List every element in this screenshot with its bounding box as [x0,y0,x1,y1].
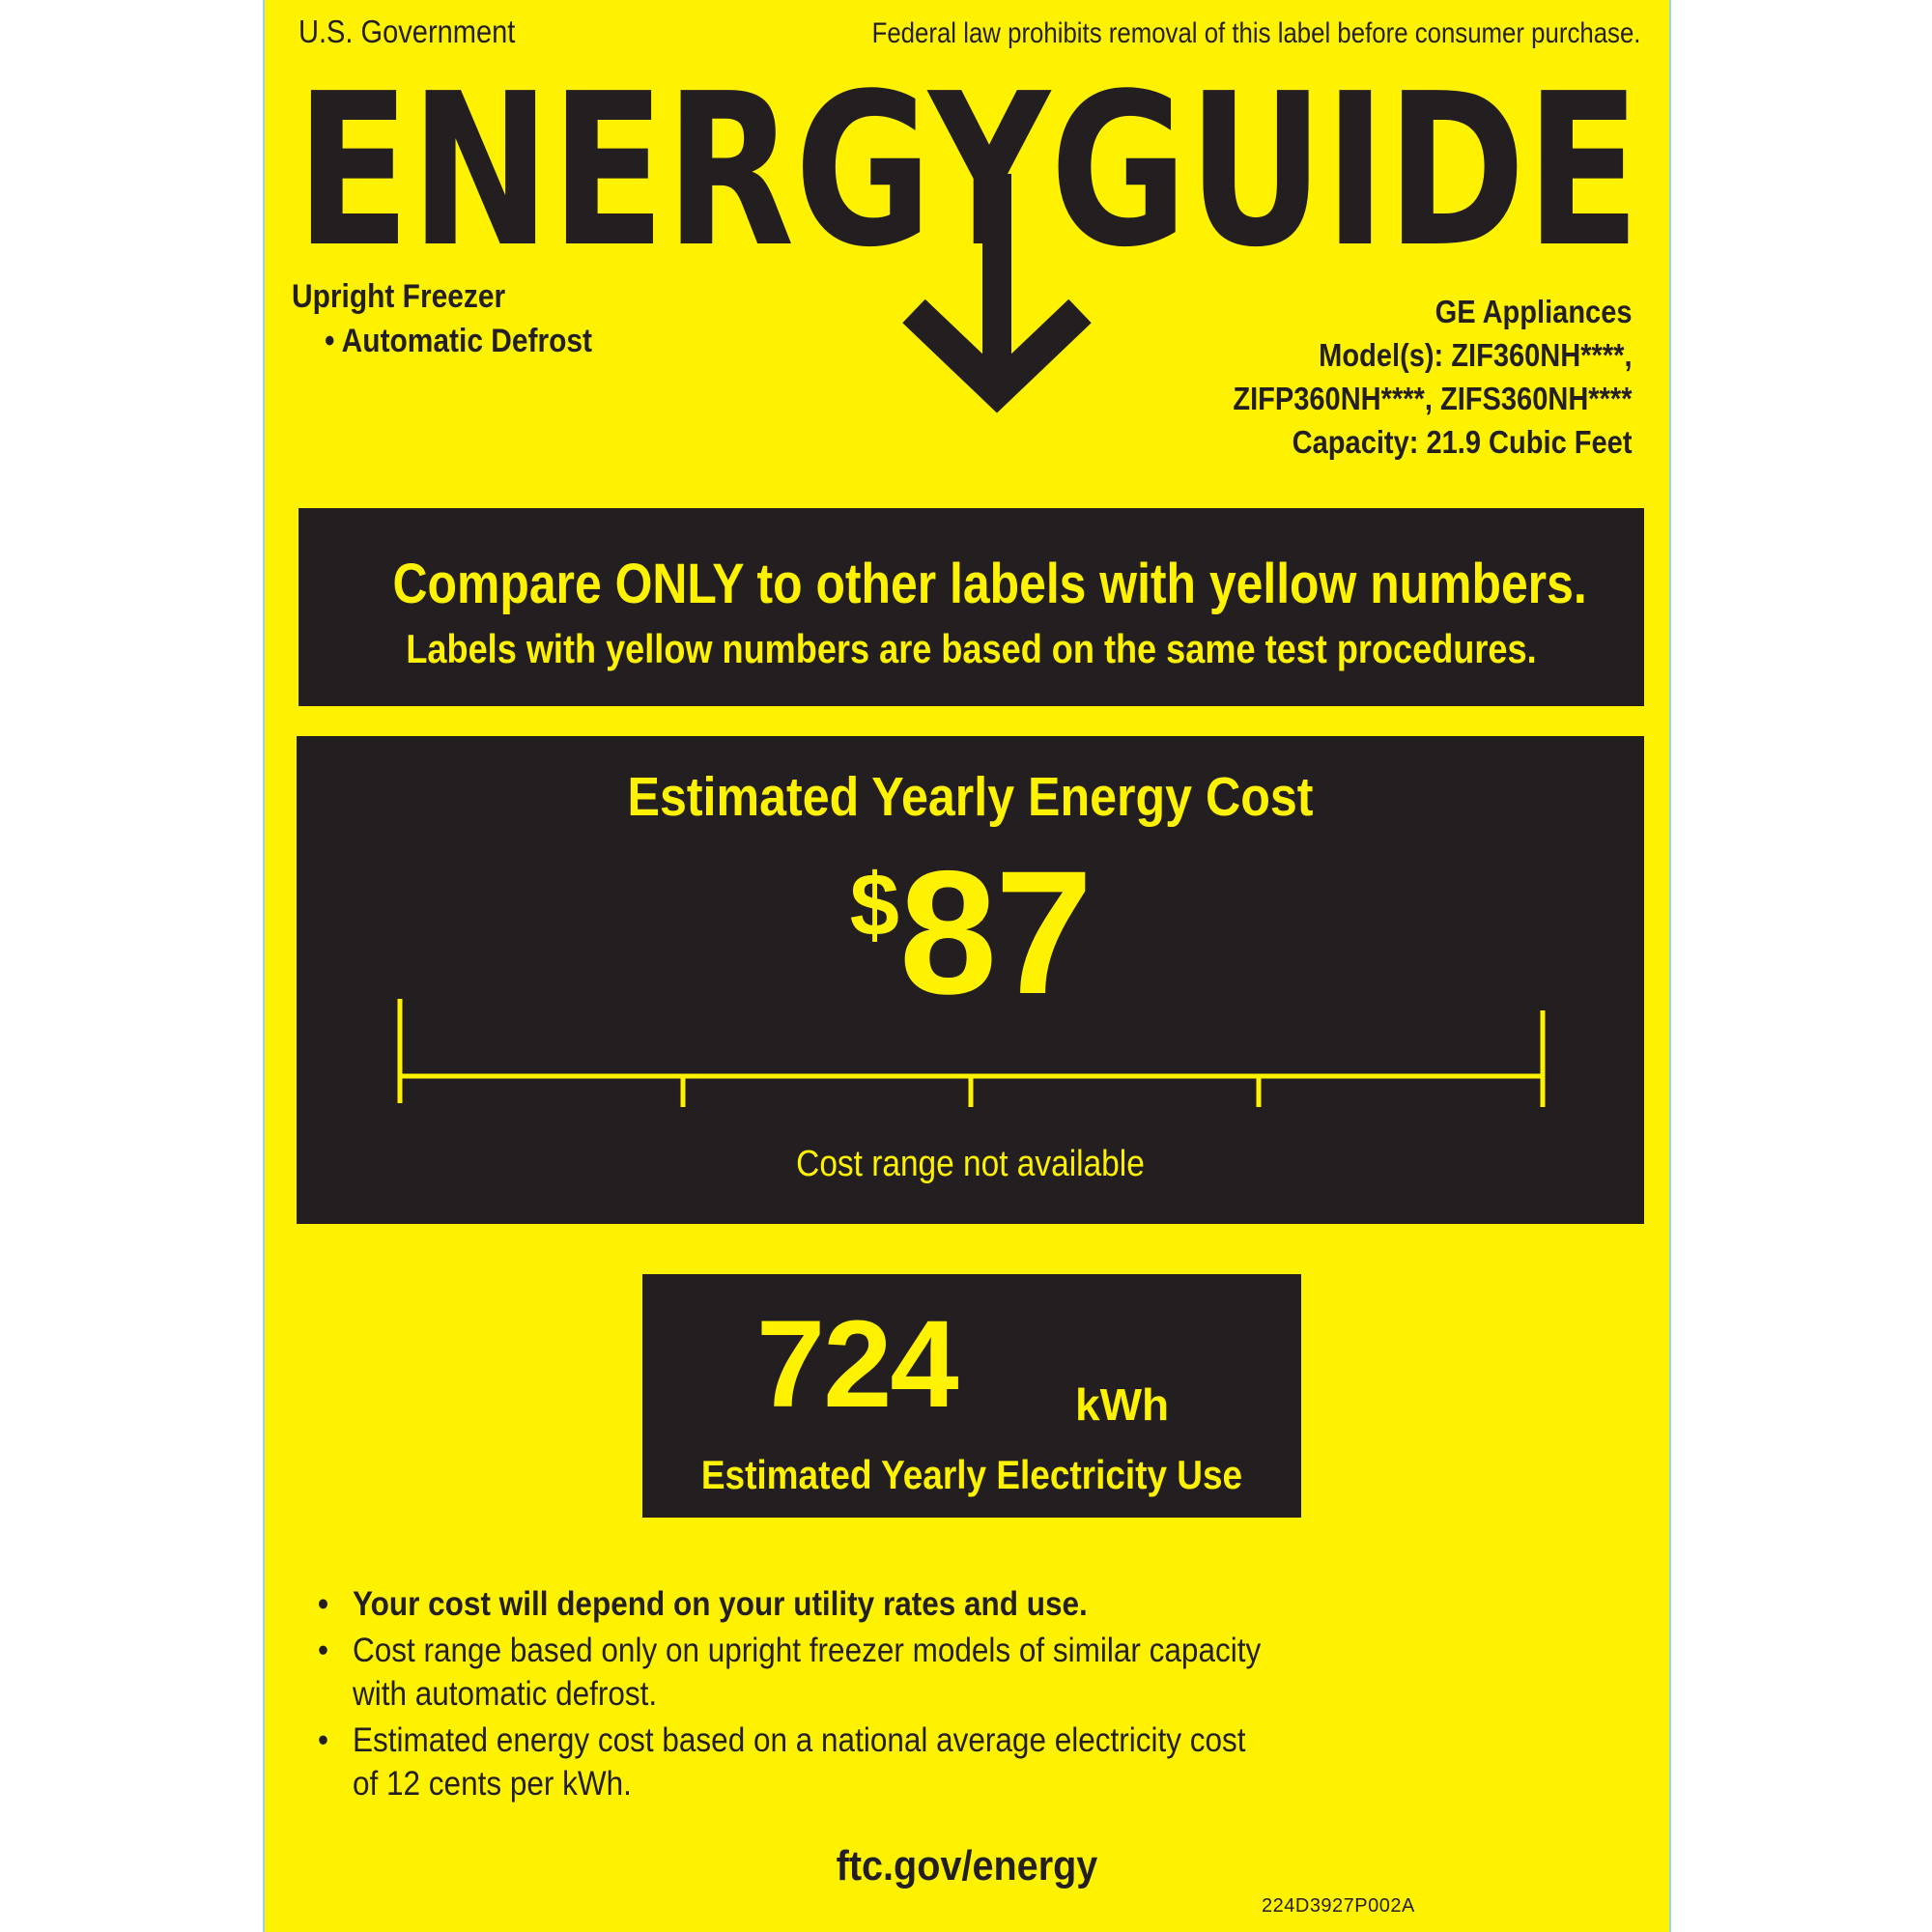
note-item: • Your cost will depend on your utility rates and use. [318,1582,1274,1626]
issuer-text: U.S. Government [298,14,516,49]
capacity: Capacity: 21.9 Cubic Feet [1293,424,1633,460]
model-numbers-line1: Model(s): ZIF360NH****, [1319,337,1633,373]
ftc-url: ftc.gov/energy [836,1842,1098,1889]
removal-notice: Federal law prohibits removal of this label before consumer purchase. [871,17,1640,49]
energyguide-label [263,0,1671,1932]
electricity-use-unit: kWh [1075,1379,1170,1430]
notes-list [318,1582,1380,1808]
note-item: • Estimated energy cost based on a national average electricity cost of 12 cents per kWh. [318,1719,1274,1805]
compare-subline: Labels with yellow numbers are based on the same test procedures. [406,626,1537,671]
part-number: 224D3927P002A [1262,1895,1415,1917]
feature-text: Automatic Defrost [341,323,593,359]
product-feature [325,323,592,360]
note-item: • Cost range based only on upright freezer models of similar capacity with automatic defrost. [318,1629,1274,1716]
energy-cost-value: 87 [898,834,1092,1031]
model-numbers-line2: ZIFP360NH****, ZIFS360NH**** [1233,381,1633,416]
currency-symbol: $ [849,856,899,954]
manufacturer-name: GE Appliances [1435,294,1633,329]
wordmark-text: ENERGYGUIDE [296,49,1640,294]
electricity-use-value: 724 [756,1295,957,1434]
product-type: Upright Freezer [292,278,506,315]
energy-cost-title: Estimated Yearly Energy Cost [627,766,1314,828]
feature-bullet: • [325,323,335,359]
energy-cost-panel [297,736,1644,1224]
compare-headline: Compare ONLY to other labels with yellow numbers. [392,553,1587,615]
electricity-use-caption: Estimated Yearly Electricity Use [700,1452,1243,1497]
cost-range-note: Cost range not available [796,1144,1145,1184]
compare-notice-panel [298,508,1644,706]
electricity-use-panel [642,1274,1301,1518]
manufacturer-block [1234,290,1633,464]
